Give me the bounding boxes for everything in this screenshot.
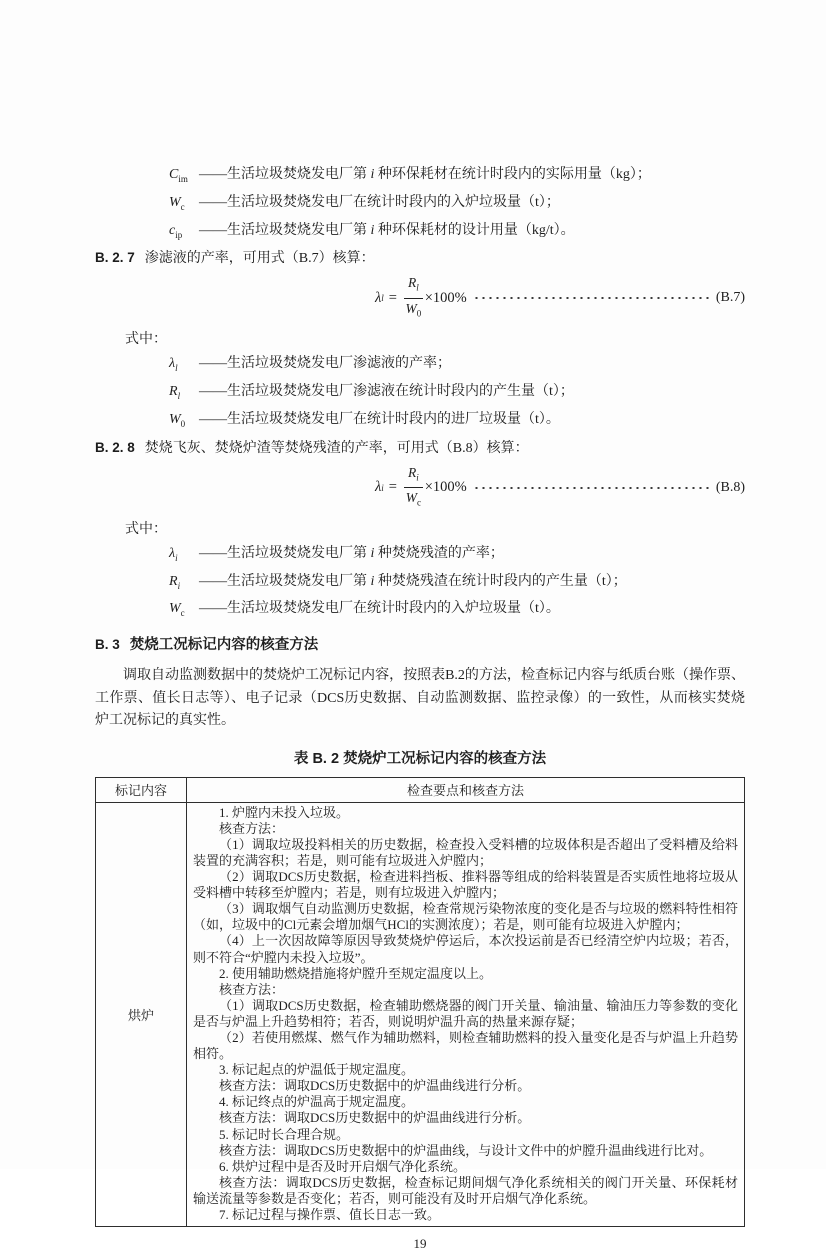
symbol: $C_{im}$ xyxy=(169,167,188,184)
equation-number: (B.8) xyxy=(715,479,745,495)
method-paragraph: 6. 烘炉过程中是否及时开启烟气净化系统。 xyxy=(219,1158,467,1174)
symbol-description: ——生活垃圾焚烧发电厂渗滤液在统计时段内的产生量（t）； xyxy=(199,384,574,400)
section-b3-paragraph: 调取自动监测数据中的焚烧炉工况标记内容，按照表B.2的方法，检查标记内容与纸质台账（操作票、工作票、值长日志等）、电子记录（DCS历史数据、自动监测数据、监控录像）的一致性，从而核实焚烧炉工况标记的真实性。 xyxy=(95,668,745,729)
symbol: $R_l$ xyxy=(169,384,181,401)
dotted-leader xyxy=(473,291,710,305)
clause-number: B. 2. 8 xyxy=(95,439,135,455)
method-paragraph: 核查方法： xyxy=(219,981,285,997)
method-paragraph: 5. 标记时长合理合规。 xyxy=(219,1126,350,1142)
clause-text: 渗滤液的产率，可用式（B.7）核算： xyxy=(144,251,375,267)
symbol-definition xyxy=(95,597,745,625)
fraction-numerator: $R_l$ xyxy=(404,274,423,299)
fraction xyxy=(404,464,423,512)
fraction xyxy=(404,274,423,322)
equation-number: (B.7) xyxy=(715,290,745,306)
method-paragraph: 核查方法：调取DCS历史数据中的炉温曲线，与设计文件中的炉膛升温曲线进行比对。 xyxy=(219,1142,713,1158)
table-header-check-methods: 检查要点和核查方法 xyxy=(187,777,745,802)
table-title: 表 B. 2 焚烧炉工况标记内容的核查方法 xyxy=(293,750,547,767)
formula-expression: λ l = $\frac{R_l}{W_0}$ ×100% xyxy=(375,274,467,322)
table-row xyxy=(96,802,745,1226)
symbol-definition xyxy=(95,352,745,380)
section-number: B. 3 xyxy=(95,637,120,653)
row-label-honglu: 烘炉 xyxy=(96,802,187,1226)
method-paragraph: （3）调取烟气自动监测历史数据，检查常规污染物浓度的变化是否与垃圾的燃料特性相符（如，垃圾中的Cl元素会增加烟气HCl的实测浓度）；若是，则可能有垃圾进入炉膛内； xyxy=(193,901,738,933)
method-paragraph: （2）调取DCS历史数据，检查进料挡板、推料器等组成的给料装置是否实质性地将垃圾从受料槽中转移至炉膛内；若是，则有垃圾进入炉膛内； xyxy=(193,869,738,901)
where-label: 式中： xyxy=(125,332,167,348)
method-paragraph: （1）调取DCS历史数据，检查辅助燃烧器的阀门开关量、输油量、输油压力等参数的变化是否与炉温上升趋势相符；若否，则说明炉温升高的热量来源存疑； xyxy=(193,997,738,1029)
row-methods-cell xyxy=(187,802,745,1226)
method-paragraph: 1. 炉膛内未投入垃圾。 xyxy=(219,804,350,820)
check-methods-table xyxy=(95,777,745,1227)
dotted-leader xyxy=(473,481,710,495)
clause-b28-heading xyxy=(95,436,745,461)
method-paragraph: 核查方法： xyxy=(219,820,285,836)
method-paragraph: 2. 使用辅助燃烧措施将炉膛升至规定温度以上。 xyxy=(219,965,493,981)
formula-b7 xyxy=(95,276,745,320)
symbol-definition xyxy=(95,163,745,191)
symbol: $W_c$ xyxy=(169,194,185,212)
table-header-row xyxy=(96,777,745,802)
symbol: $c_{ip}$ xyxy=(169,222,183,240)
section-title: 焚烧工况标记内容的核查方法 xyxy=(129,637,319,654)
symbol-description: ——生活垃圾焚烧发电厂在统计时段内的入炉垃圾量（t）。 xyxy=(199,601,560,617)
symbol-description: ——生活垃圾焚烧发电厂渗滤液的产率； xyxy=(199,356,451,372)
method-paragraph: 3. 标记起点的炉温低于规定温度。 xyxy=(219,1062,415,1078)
section-b3-heading xyxy=(95,633,745,658)
symbol-definition xyxy=(95,570,745,598)
method-paragraph: （4）上一次因故障等原因导致焚烧炉停运后，本次投运前是否已经清空炉内垃圾；若否，则不符合“炉膛内未投入垃圾”。 xyxy=(193,933,738,965)
page-number: 19 xyxy=(413,1236,427,1252)
symbol-definition xyxy=(95,380,745,408)
table-header-mark-content: 标记内容 xyxy=(96,777,187,802)
formula-expression: λ i = $\frac{R_i}{W_c}$ ×100% xyxy=(375,464,467,512)
method-paragraph: （1）调取垃圾投料相关的历史数据，检查投入受料槽的垃圾体积是否超出了受料槽及给料装置的充满容积；若是，则可能有垃圾进入炉膛内； xyxy=(193,836,738,868)
symbol: $W_c$ xyxy=(169,601,185,619)
clause-text: 焚烧飞灰、焚烧炉渣等焚烧残渣的产率，可用式（B.8）核算： xyxy=(144,440,529,456)
symbol-description: ——生活垃圾焚烧发电厂第 i 种焚烧残渣的产率； xyxy=(199,545,504,561)
symbol-definition xyxy=(95,542,745,570)
symbol-definition xyxy=(95,219,745,247)
method-paragraph: 核查方法：调取DCS历史数据中的炉温曲线进行分析。 xyxy=(219,1078,531,1094)
symbol: $\lambda_l$ xyxy=(169,356,178,374)
method-paragraph: 核查方法：调取DCS历史数据中的炉温曲线进行分析。 xyxy=(219,1110,531,1126)
method-paragraph: （2）若使用燃煤、燃气作为辅助燃料，则检查辅助燃料的投入量变化是否与炉温上升趋势相符。 xyxy=(193,1029,738,1062)
formula-b8 xyxy=(95,466,745,510)
symbol-description: ——生活垃圾焚烧发电厂在统计时段内的进厂垃圾量（t）。 xyxy=(199,411,560,427)
fraction-denominator: $W_c$ xyxy=(405,490,421,508)
method-paragraph: 7. 标记过程与操作票、值长日志一致。 xyxy=(219,1207,441,1223)
symbol-description: ——生活垃圾焚烧发电厂第 i 种环保耗材的设计用量（kg/t）。 xyxy=(199,222,575,238)
symbol: $W_0$ xyxy=(169,411,186,429)
fraction-denominator: $W_0$ xyxy=(405,300,422,319)
symbol-description: ——生活垃圾焚烧发电厂在统计时段内的入炉垃圾量（t）； xyxy=(199,194,560,210)
clause-number: B. 2. 7 xyxy=(95,250,135,266)
symbol: $R_i$ xyxy=(169,573,181,591)
where-label: 式中： xyxy=(125,521,167,537)
symbol-description: ——生活垃圾焚烧发电厂第 i 种环保耗材在统计时段内的实际用量（kg）； xyxy=(199,167,651,182)
method-paragraph: 4. 标记终点的炉温高于规定温度。 xyxy=(219,1094,415,1110)
symbol-definition xyxy=(95,191,745,219)
symbol-definition xyxy=(95,408,745,436)
method-paragraph: 核查方法：调取DCS历史数据，检查标记期间烟气净化系统相关的阀门开关量、环保耗材输送流量等参数是否变化；若否，则可能没有及时开启烟气净化系统。 xyxy=(193,1174,738,1206)
symbol: $\lambda_i$ xyxy=(169,545,178,563)
symbol-description: ——生活垃圾焚烧发电厂第 i 种焚烧残渣在统计时段内的产生量（t）； xyxy=(199,573,627,589)
clause-b27-heading xyxy=(95,246,745,271)
fraction-numerator: $R_i$ xyxy=(404,464,423,489)
